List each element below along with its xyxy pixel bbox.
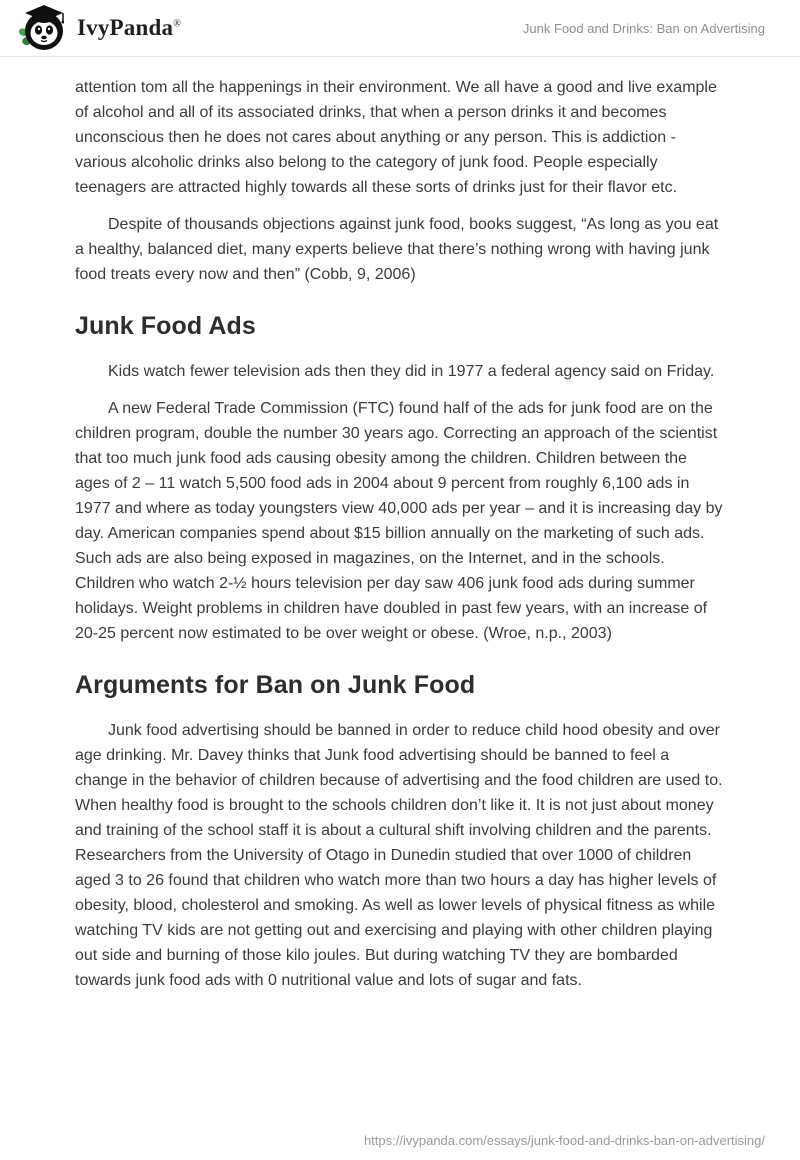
- paragraph-kids-ads: Kids watch fewer television ads then they did in 1977 a federal agency said on Friday.: [108, 363, 715, 380]
- paragraph-arguments: Junk food advertising should be banned in order to reduce child hood obesity and over age drinking. Mr. Davey thinks that Junk food advertising should be banned to feel a change in the behavior of children because of advertising and the food children are used to. When healthy food is brought to the schools children don’t like it. It is not just about money and training of the school staff it is about a cultural shift involving children and the parents. Researchers from the University of Otago in Dunedin studied that over 1000 of children aged 3 to 26 found that children who watch more than two hours a day has higher levels of obesity, blood, cholesterol and smoking. As well as lower levels of physical fitness as while watching TV kids are not getting out and exercising and playing with other children playing out side and burning of those kilo joules. But during watching TV they are bombarded towards junk food ads with 0 nutritional value and lots of sugar and fats.: [75, 722, 723, 989]
- brand: [18, 4, 181, 52]
- essay-content: [0, 57, 800, 993]
- paragraph-ftc-stats: A new Federal Trade Commission (FTC) found half of the ads for junk food are on the children program, double the number 30 years ago. Correcting an approach of the scientist that too much junk food ads causing obesity among the children. Children between the ages of 2 – 11 watch 5,500 food ads in 2004 about 9 percent from roughly 6,100 ads in 1977 and where as today youngsters view 40,000 ads per year – and it is increasing day by day. American companies spend about $15 billion annually on the marketing of such ads. Such ads are also being exposed in magazines, on the Internet, and in the schools. Children who watch 2-½ hours television per day saw 406 junk food ads during summer holidays. Weight problems in children have doubled in past few years, with an increase of 20-25 percent now estimated to be over weight or obese. (Wroe, n.p., 2003): [75, 400, 723, 642]
- brand-wordmark: IvyPanda: [77, 15, 174, 40]
- paragraph-continuation: attention tom all the happenings in their environment. We all have a good and live example of alcohol and all of its associated drinks, that when a person drinks it and becomes unconscious then he does not cares about anything or any person. This is addiction - various alcoholic drinks also belong to the category of junk food. People especially teenagers are attracted highly towards all these sorts of drinks just for their flavor etc.: [75, 79, 717, 196]
- section-heading-arguments-ban: Arguments for Ban on Junk Food: [75, 671, 476, 699]
- ivypanda-panda-logo-icon: [18, 4, 64, 52]
- paragraph-quote-cobb: Despite of thousands objections against junk food, books suggest, “As long as you eat a healthy, balanced diet, many experts believe that there’s nothing wrong with having junk food treats every now and then” (Cobb, 9, 2006): [75, 216, 719, 283]
- brand-name: [77, 15, 181, 41]
- source-url: https://ivypanda.com/essays/junk-food-and-drinks-ban-on-advertising/: [363, 1133, 765, 1148]
- page-header: [0, 0, 800, 57]
- page-footer: [364, 1133, 765, 1148]
- registered-mark: ®: [173, 18, 181, 30]
- section-heading-junk-food-ads: Junk Food Ads: [75, 312, 256, 340]
- document-title: Junk Food and Drinks: Ban on Advertising: [522, 20, 765, 36]
